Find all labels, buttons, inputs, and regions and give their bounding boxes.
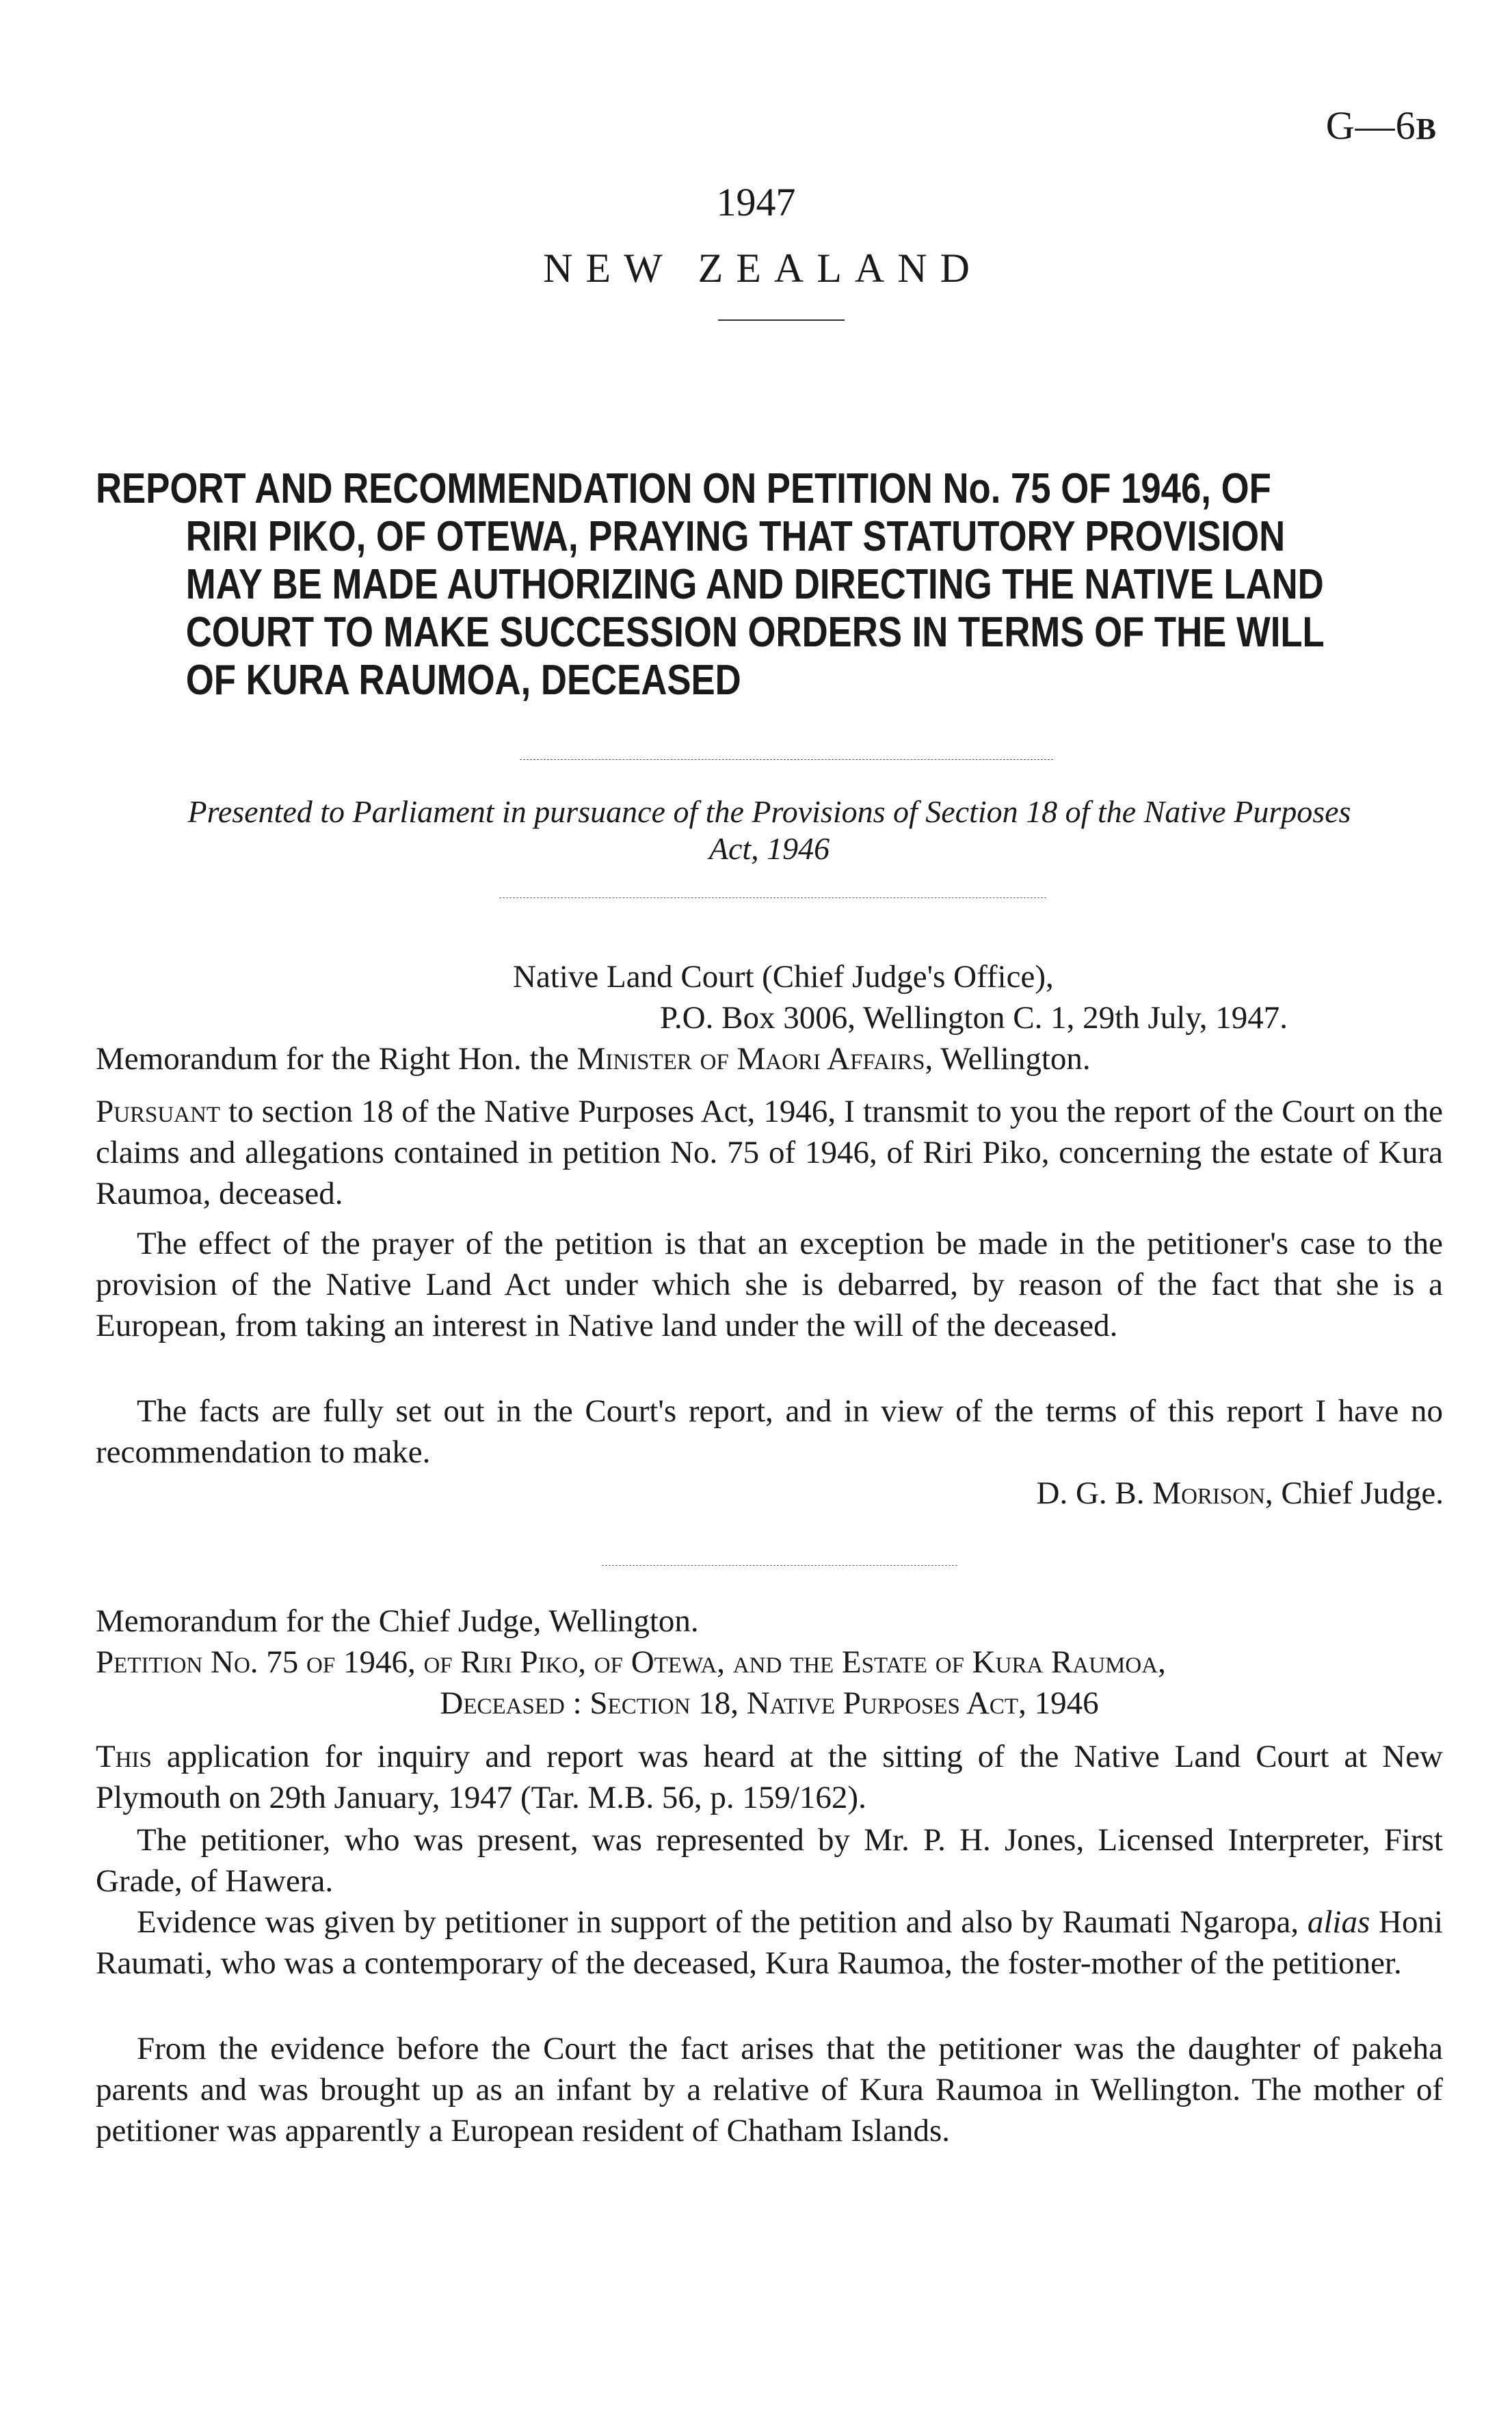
document-reference [1326, 103, 1437, 148]
title-line: OF KURA RAUMOA, DECEASED [185, 657, 741, 704]
header-divider [718, 319, 845, 321]
addressee-suffix: , Wellington. [925, 1041, 1091, 1077]
addressee-minister: Minister of Maori Affairs [576, 1041, 925, 1077]
report-title [96, 465, 1439, 705]
petition-heading [96, 1642, 1443, 1724]
title-line: COURT TO MAKE SUCCESSION ORDERS IN TERMS OF THE WILL [185, 609, 1325, 656]
document-year: 1947 [716, 180, 796, 224]
para-lead-word: This [96, 1739, 152, 1774]
court-address-date: P.O. Box 3006, Wellington C. 1, 29th July, 1947. [660, 1000, 1288, 1036]
title-line: REPORT AND RECOMMENDATION ON PETITION No. 75 OF 1946, OF [96, 465, 1271, 512]
para-body-b: Honi Raumati, who was a contemporary of the deceased, Kura Raumoa, the foster-mother of the petitioner. [96, 1904, 1443, 1981]
memo2-paragraph-2: The petitioner, who was present, was represented by Mr. P. H. Jones, Licensed Interpreter, First Grade, of Hawera. [96, 1822, 1443, 1899]
alias-word: alias [1307, 1904, 1370, 1940]
petition-heading-line-2: Deceased : Section 18, Native Purposes Act, 1946 [440, 1685, 1099, 1721]
reference-prefix: G—6 [1325, 103, 1416, 148]
memo1-paragraph-3: The facts are fully set out in the Court's report, and in view of the terms of this report I have no recommendation to make. [96, 1393, 1443, 1470]
para-body: application for inquiry and report was heard at the sitting of the Native Land Court at New Plymouth on 29th January, 1947 (Tar. M.B. 56, p. 159/162). [96, 1739, 1443, 1815]
memo1-paragraph-2: The effect of the prayer of the petition is that an exception be made in the petitioner's case to the provision of the Native Land Act under which she is debarred, by reason of the fact that she is a European, from taking an interest in Native land under the will of the deceased. [96, 1226, 1443, 1343]
memo2-paragraph-1 [96, 1736, 1443, 1818]
memo1-paragraph-1 [96, 1091, 1443, 1214]
signature-name: Morison [1152, 1475, 1265, 1511]
section-divider [602, 1565, 957, 1566]
petition-heading-line-1: Petition No. 75 of 1946, of Riri Piko, of Otewa, and the Estate of Kura Raumoa, [96, 1644, 1166, 1680]
memorandum-2-addressee: Memorandum for the Chief Judge, Wellington. [96, 1603, 699, 1639]
country-heading: NEW ZEALAND [543, 246, 983, 291]
para-lead-word: Pursuant [96, 1094, 220, 1129]
signature-initials: D. G. B. [1036, 1475, 1153, 1511]
memo2-paragraph-4: From the evidence before the Court the fact arises that the petitioner was the daughter of pakeha parents and was brought up as an infant by a relative of Kura Raumoa in Wellington. The mother of petitioner was apparently a European resident of Chatham Islands. [96, 2031, 1443, 2148]
presented-line-1: Presented to Parliament in pursuance of the Provisions of Section 18 of the Native Purposes [187, 794, 1351, 829]
addressee-prefix: Memorandum for the Right Hon. the [96, 1041, 577, 1077]
presented-line-2: Act, 1946 [708, 831, 830, 866]
memo2-paragraph-3 [96, 1902, 1443, 1984]
title-divider [520, 759, 1053, 760]
para-body: to section 18 of the Native Purposes Act, 1946, I transmit to you the report of the Court on the claims and allegations contained in petition No. 75 of 1946, of Riri Piko, concerning the estate of Kura Raumoa, deceased. [96, 1094, 1443, 1211]
presented-to-parliament [96, 793, 1443, 867]
reference-suffix: B [1416, 112, 1437, 146]
memorandum-addressee [96, 1038, 1091, 1079]
presented-divider [499, 897, 1046, 898]
title-line: RIRI PIKO, OF OTEWA, PRAYING THAT STATUTORY PROVISION [185, 513, 1286, 560]
chief-judge-signature [1037, 1473, 1444, 1514]
para-body-a: Evidence was given by petitioner in support of the petition and also by Raumati Ngaropa, [137, 1904, 1308, 1940]
signature-title: , Chief Judge. [1264, 1475, 1444, 1511]
title-line: MAY BE MADE AUTHORIZING AND DIRECTING THE NATIVE LAND [185, 561, 1324, 608]
court-office: Native Land Court (Chief Judge's Office), [513, 959, 1054, 995]
